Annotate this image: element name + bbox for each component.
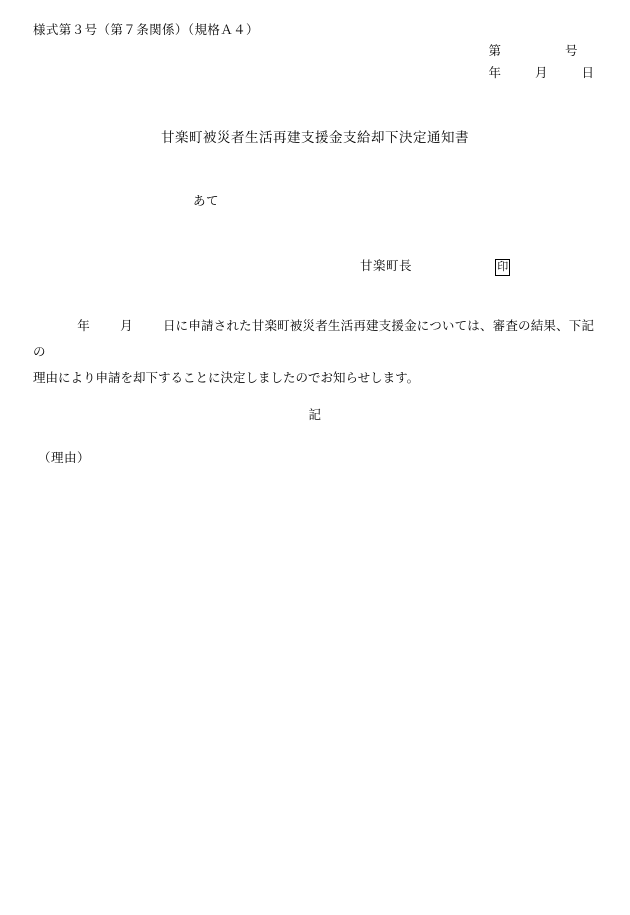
date-day-label: 日 [581,66,594,80]
document-meta [488,40,594,84]
form-number: 様式第３号（第７条関係）（規格Ａ４） [33,23,259,37]
document-number-row [488,40,594,62]
document-number-prefix: 第 [488,44,501,58]
ki-mark: 記 [308,408,322,422]
body-line-1: 日に申請された甘楽町被災者生活再建支援金については、審査の結果、下記の [33,319,594,359]
document-title: 甘楽町被災者生活再建支援金支給却下決定通知書 [161,130,469,145]
body-date-year: 年 [77,319,90,333]
body-paragraph [33,313,594,391]
issuer-line [360,256,510,276]
reason-label: （理由） [38,451,91,465]
addressee-label: あて [193,194,220,208]
issuer-name: 甘楽町長 [360,259,413,273]
date-year-label: 年 [488,66,501,80]
date-month-label: 月 [534,66,548,80]
seal-stamp: 印 [495,259,510,276]
document-date-row [488,62,594,84]
document-number-suffix: 号 [564,44,578,58]
body-date-month: 月 [119,319,133,333]
body-line-2: 理由により申請を却下することに決定しましたのでお知らせします。 [33,371,420,385]
